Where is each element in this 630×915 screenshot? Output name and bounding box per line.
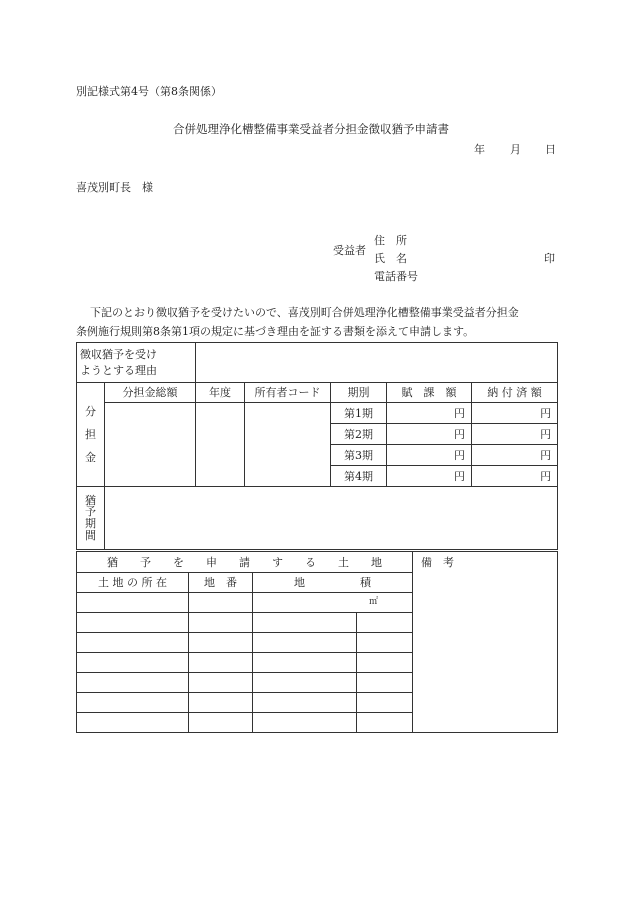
burden-label: 分 担 金	[77, 383, 105, 487]
address-label: 住 所	[374, 234, 407, 247]
header-year: 年度	[196, 383, 245, 403]
reason-label-cell	[77, 343, 196, 383]
phone-label: 電話番号	[374, 270, 418, 283]
land-area-decimal-field[interactable]	[357, 693, 413, 713]
applicant-label: 受益者	[333, 244, 366, 257]
owner-code-field[interactable]	[245, 403, 331, 487]
land-area-decimal-field[interactable]	[357, 633, 413, 653]
land-lot-field[interactable]	[189, 653, 253, 673]
header-owner-code: 所有者コード	[245, 383, 331, 403]
body-text-line2: 条例施行規則第8条第1項の規定に基づき理由を証する書類を添えて申請します。	[76, 325, 475, 338]
period-2: 第2期	[331, 424, 387, 445]
land-location-field[interactable]	[77, 673, 189, 693]
year-field[interactable]	[196, 403, 245, 487]
land-location-field[interactable]	[77, 693, 189, 713]
paid-2-yen[interactable]: 円	[472, 424, 558, 445]
land-location-field[interactable]	[77, 713, 189, 733]
header-paid: 納 付 済 額	[472, 383, 558, 403]
burden-table	[76, 342, 558, 550]
deferral-period-field[interactable]	[105, 487, 558, 550]
period-3: 第3期	[331, 445, 387, 466]
form-number: 別記様式第4号（第8条関係）	[76, 85, 222, 98]
land-location-header: 土 地 の 所 在	[77, 573, 189, 593]
remarks-label: 備 考	[421, 556, 454, 569]
reason-label-1: 徴収猶予を受け	[80, 347, 157, 361]
land-lot-field[interactable]	[189, 713, 253, 733]
name-label: 氏 名	[374, 252, 407, 265]
deferral-period-label: 猶 予 期 間	[77, 487, 105, 550]
land-lot-field[interactable]	[189, 633, 253, 653]
assessed-4-yen[interactable]: 円	[387, 466, 472, 487]
addressee: 喜茂別町長 様	[76, 181, 153, 194]
land-lot-field[interactable]	[189, 693, 253, 713]
land-lot-field[interactable]	[189, 593, 253, 613]
reason-label-2: ようとする理由	[80, 363, 157, 377]
body-text-line1: 下記のとおり徴収猶予を受けたいので、喜茂別町合併処理浄化槽整備事業受益者分担金	[90, 306, 519, 319]
land-area-unit: ㎡	[253, 593, 413, 613]
form-title: 合併処理浄化槽整備事業受益者分担金徴収猶予申請書	[173, 122, 449, 136]
land-lot-field[interactable]	[189, 673, 253, 693]
period-1: 第1期	[331, 403, 387, 424]
land-area-field[interactable]	[253, 653, 357, 673]
land-area-decimal-field[interactable]	[357, 613, 413, 633]
seal-mark: 印	[544, 252, 555, 265]
land-area-decimal-field[interactable]	[357, 653, 413, 673]
land-location-field[interactable]	[77, 633, 189, 653]
header-total: 分担金総額	[105, 383, 196, 403]
land-area-field[interactable]	[253, 613, 357, 633]
assessed-2-yen[interactable]: 円	[387, 424, 472, 445]
reason-field[interactable]	[196, 343, 558, 383]
assessed-1-yen[interactable]: 円	[387, 403, 472, 424]
paid-3-yen[interactable]: 円	[472, 445, 558, 466]
total-field[interactable]	[105, 403, 196, 487]
land-location-field[interactable]	[77, 613, 189, 633]
date-year: 年	[474, 143, 485, 156]
date-month: 月	[510, 143, 521, 156]
period-4: 第4期	[331, 466, 387, 487]
land-area-field[interactable]	[253, 693, 357, 713]
land-area-field[interactable]	[253, 713, 357, 733]
header-period: 期別	[331, 383, 387, 403]
paid-1-yen[interactable]: 円	[472, 403, 558, 424]
land-area-header: 地 積	[253, 573, 413, 593]
land-area-decimal-field[interactable]	[357, 673, 413, 693]
land-area-field[interactable]	[253, 633, 357, 653]
land-area-decimal-field[interactable]	[357, 713, 413, 733]
land-location-field[interactable]	[77, 593, 189, 613]
land-lot-field[interactable]	[189, 613, 253, 633]
header-assessed: 賦 課 額	[387, 383, 472, 403]
date-day: 日	[545, 143, 556, 156]
land-location-field[interactable]	[77, 653, 189, 673]
assessed-3-yen[interactable]: 円	[387, 445, 472, 466]
land-area-field[interactable]	[253, 673, 357, 693]
land-lot-header: 地 番	[189, 573, 253, 593]
remarks-field[interactable]	[413, 552, 558, 733]
paid-4-yen[interactable]: 円	[472, 466, 558, 487]
land-table	[76, 551, 558, 733]
land-header: 猶 予 を 申 請 す る 土 地	[77, 552, 413, 573]
